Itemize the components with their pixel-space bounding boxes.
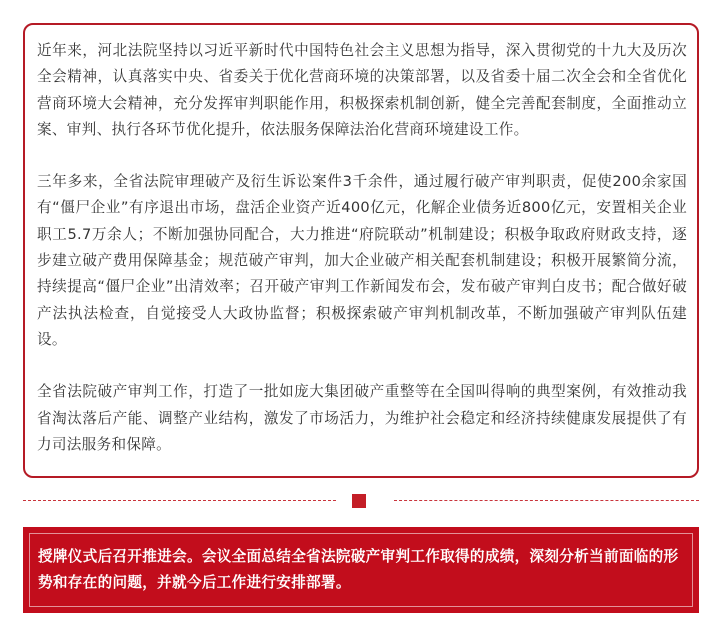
article-paragraph: 三年多来，全省法院审理破产及衍生诉讼案件3千余件，通过履行破产审判职责，促使200余家国有“僵尸企业”有序退出市场，盘活企业资产近400亿元，化解企业债务近800亿元，安置相关企业职工5.7万余人；不断加强协同配合，大力推进“府院联动”机制建设；积极争取政府财政支持，逐步建立破产费用保障基金；规范破产审判，加大企业破产相关配套机制建设；积极开展繁简分流，持续提高“僵尸企业”出清效率；召开破产审判工作新闻发布会，发布破产审判白皮书；配合做好破产法执法检查，自觉接受人大政协监督；积极探索破产审判机制改革，不断加强破产审判队伍建设。	[37, 173, 687, 348]
article-text-box	[23, 23, 699, 478]
divider-line-right	[394, 500, 699, 501]
highlight-banner-inner	[29, 533, 693, 607]
divider-line-left	[23, 500, 336, 501]
article-paragraph: 全省法院破产审判工作，打造了一批如庞大集团破产重整等在全国叫得响的典型案例，有效推动我省淘汰落后产能、调整产业结构，激发了市场活力，为维护社会稳定和经济持续健康发展提供了有力司法服务和保障。	[37, 383, 687, 453]
article-paragraph: 近年来，河北法院坚持以习近平新时代中国特色社会主义思想为指导，深入贯彻党的十九大及历次全会精神，认真落实中央、省委关于优化营商环境的决策部署，以及省委十届二次全会和全省优化营商环境大会精神，充分发挥审判职能作用，积极探索机制创新，健全完善配套制度，全面推动立案、审判、执行各环节优化提升，依法服务保障法治化营商环境建设工作。	[37, 42, 687, 138]
divider-square-ornament	[352, 494, 366, 508]
highlight-banner	[23, 527, 699, 613]
highlight-text: 授牌仪式后召开推进会。会议全面总结全省法院破产审判工作取得的成绩，深刻分析当前面临的形势和存在的问题，并就今后工作进行安排部署。	[38, 548, 679, 591]
